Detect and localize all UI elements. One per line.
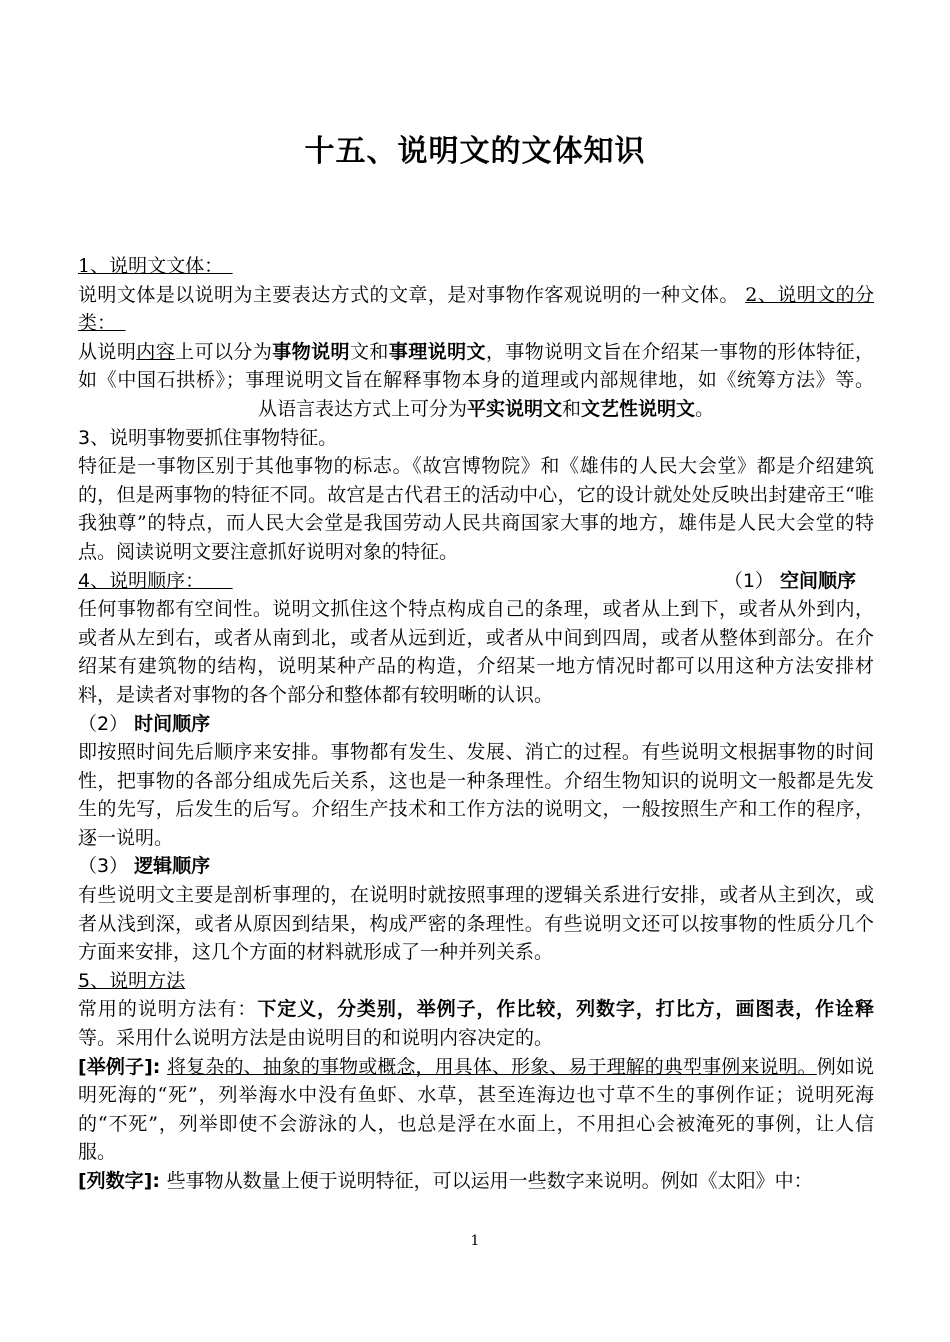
method-example-definition: 将复杂的、抽象的事物或概念，用具体、形象、易于理解的典型事例来说明。 — [167, 1055, 817, 1078]
section-2-heading: 2、说明文的分类： — [78, 283, 874, 335]
document-body — [78, 252, 874, 1196]
section-5-heading: 5、说明方法 — [78, 969, 186, 992]
section-4-heading-row: 4、说明顺序： （1） 空间顺序 — [78, 569, 856, 592]
section-3-paragraph: 特征是一事物区别于其他事物的标志。《故宫博物院》和《雄伟的人民大会堂》都是介绍建筑的，但是两事物的特征不同。故宫是古代君王的活动中心，它的设计就处处反映出封建帝王“唯我独尊”的特点，而人民大会堂是我国劳动人民共商国家大事的地方，雄伟是人民大会堂的特点。阅读说明文要注意抓好说明对象的特征。 — [78, 455, 874, 563]
section-1-heading — [78, 252, 874, 281]
section-3-heading: 3、说明事物要抓住事物特征。 — [78, 426, 338, 449]
section-heading: 1、说明文文体： — [78, 255, 214, 277]
order-1-paragraph: 任何事物都有空间性。说明文抓住这个特点构成自己的条理，或者从上到下，或者从外到内，或者从左到右，或者从南到北，或者从远到近，或者从中间到四周，或者从整体到部分。在介绍某有建筑物的结构，说明某种产品的构造，介绍某一地方情况时都可以用这种方法安排材料，是读者对事物的各个部分和整体都有较明晰的认识。 — [78, 598, 874, 706]
order-3-heading: （3） 逻辑顺序 — [78, 855, 211, 878]
method-numbers-label: [列数字] — [78, 1170, 153, 1192]
method-example-label: [举例子] — [78, 1055, 153, 1078]
method-example-paragraph: [举例子]: 将复杂的、抽象的事物或概念，用具体、形象、易于理解的典型事例来说明。例如说明死海的“死”，列举海水中没有鱼虾、水草，甚至连海边也寸草不生的事例作证；说明死海的“不死”，列举即使不会游泳的人，也总是浮在水面上，不用担心会被淹死的事例，让人信服。 — [78, 1055, 874, 1164]
order-2-heading: （2） 时间顺序 — [78, 712, 211, 735]
section-1-paragraph: 说明文体是以说明为主要表达方式的文章，是对事物作客观说明的一种文体。 2、说明文的分类： — [78, 283, 874, 335]
page-number: 1 — [470, 1233, 480, 1249]
section-5-intro: 常用的说明方法有：下定义，分类别，举例子，作比较，列数字，打比方，画图表，作诠释等。采用什么说明方法是由说明目的和说明内容决定的。 — [78, 998, 874, 1050]
order-1-label: 空间顺序 — [779, 569, 856, 592]
section-2-paragraph: 从说明内容上可以分为事物说明文和事理说明文，事物说明文旨在介绍某一事物的形体特征，如《中国石拱桥》；事理说明文旨在解释事物本身的道理或内部规律地，如《统筹方法》等。从语言表达方式上可分为平实说明文和文艺性说明文。 — [78, 340, 874, 420]
page-title: 十五、说明文的文体知识 — [304, 134, 646, 169]
method-numbers-paragraph: [列数字]: 些事物从数量上便于说明特征，可以运用一些数字来说明。例如《太阳》中： — [78, 1170, 813, 1192]
order-3-paragraph: 有些说明文主要是剖析事理的，在说明时就按照事理的逻辑关系进行安排，或者从主到次，或者从浅到深，或者从原因到结果，构成严密的条理性。有些说明文还可以按事物的性质分几个方面来安排，这几个方面的材料就形成了一种并列关系。 — [78, 884, 874, 964]
order-2-paragraph: 即按照时间先后顺序来安排。事物都有发生、发展、消亡的过程。有些说明文根据事物的时间性，把事物的各部分组成先后关系，这也是一种条理性。介绍生物知识的说明文一般都是先发生的先写，后发生的后写。介绍生产技术和工作方法的说明文，一般按照生产和工作的程序，逐一说明。 — [78, 741, 874, 849]
section-4-heading: 4、说明顺序： — [78, 569, 195, 592]
